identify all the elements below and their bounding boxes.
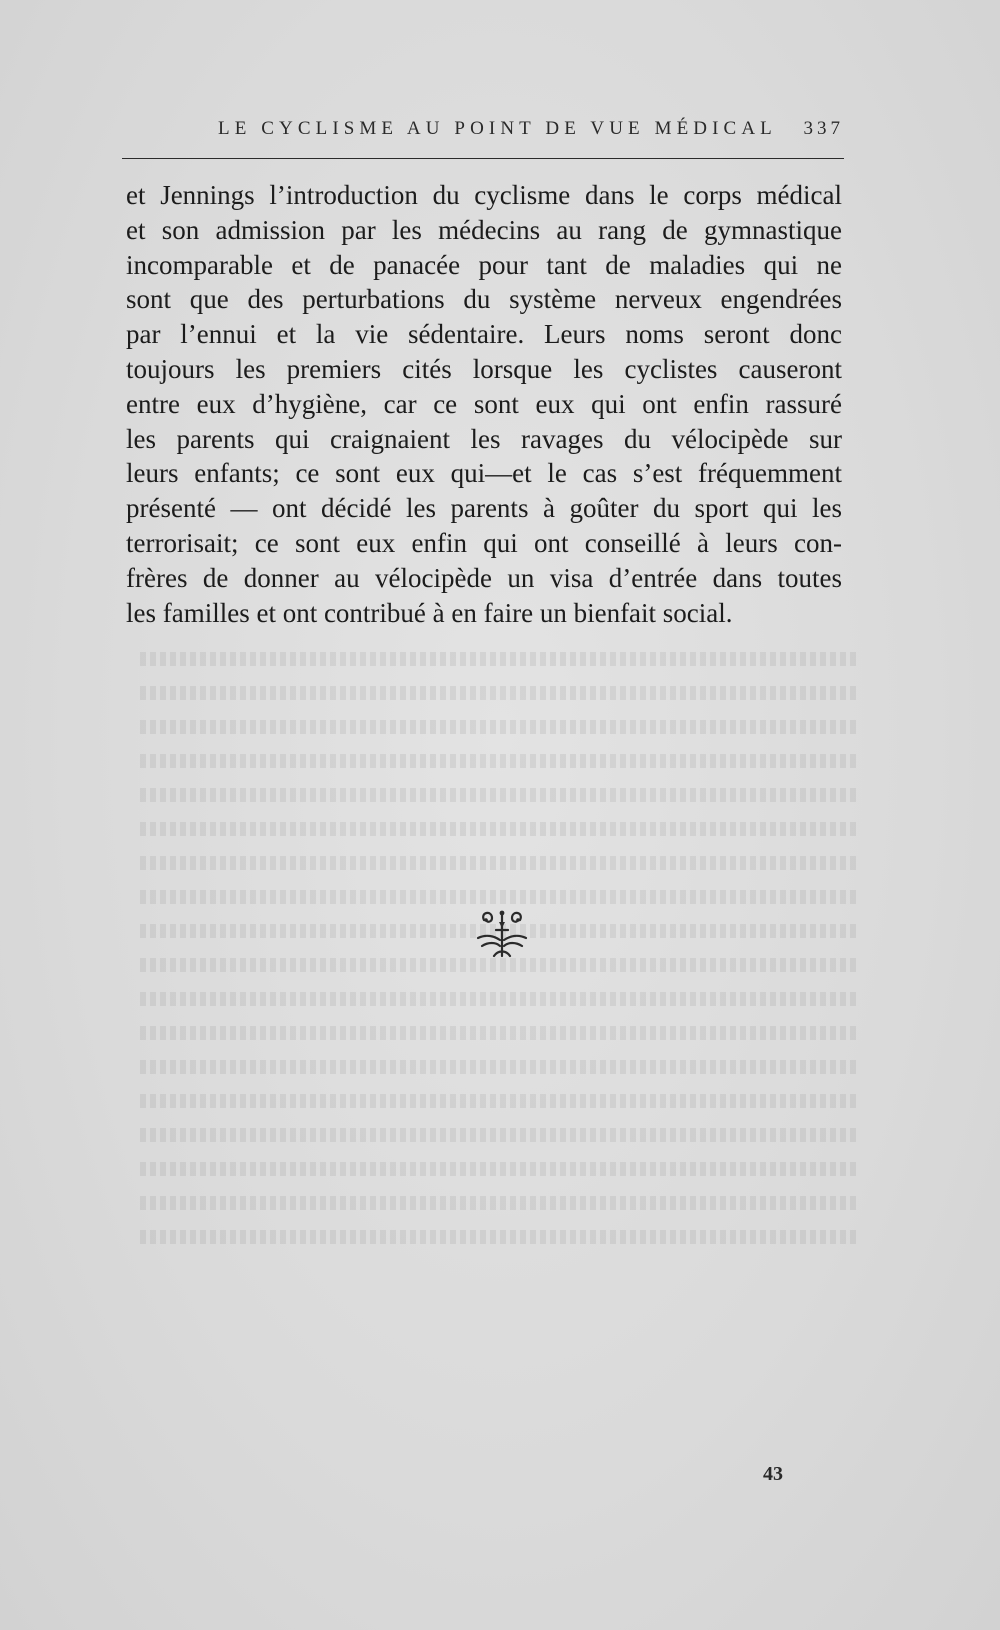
text-line: par l’ennui et la vie sédentaire. Leurs noms seront donc <box>126 319 842 350</box>
header-rule <box>122 158 844 159</box>
fleuron-ornament-icon <box>474 908 530 960</box>
text-line: les familles et ont contribué à en faire un bienfait social. <box>126 597 733 628</box>
running-head <box>122 118 844 148</box>
text-line: présenté — ont décidé les parents à goûter du sport qui les <box>126 493 842 524</box>
signature-mark: 43 <box>763 1463 783 1485</box>
text-line: incomparable et de panacée pour tant de maladies qui ne <box>126 249 842 280</box>
text-line: et Jennings l’introduction du cyclisme dans le corps médical <box>126 180 842 210</box>
text-line: entre eux d’hygiène, car ce sont eux qui ont enfin rassuré <box>126 388 842 419</box>
text-line: frères de donner au vélocipède un visa d’entrée dans toutes <box>126 562 842 593</box>
text-line: toujours les premiers cités lorsque les cyclistes causeront <box>126 353 842 384</box>
running-head-title: LE CYCLISME AU POINT DE VUE MÉDICAL <box>218 118 777 139</box>
body-paragraph <box>126 178 842 630</box>
page-number: 337 <box>803 118 844 139</box>
text-line: et son admission par les médecins au rang de gymnastique <box>126 214 842 245</box>
text-line: leurs enfants; ce sont eux qui—et le cas s’est fréquemment <box>126 458 842 489</box>
text-line: sont que des perturbations du système nerveux engendrées <box>126 284 842 315</box>
text-line: terrorisait; ce sont eux enfin qui ont conseillé à leurs con- <box>126 527 842 558</box>
text-line: les parents qui craignaient les ravages du vélocipède sur <box>126 423 842 454</box>
